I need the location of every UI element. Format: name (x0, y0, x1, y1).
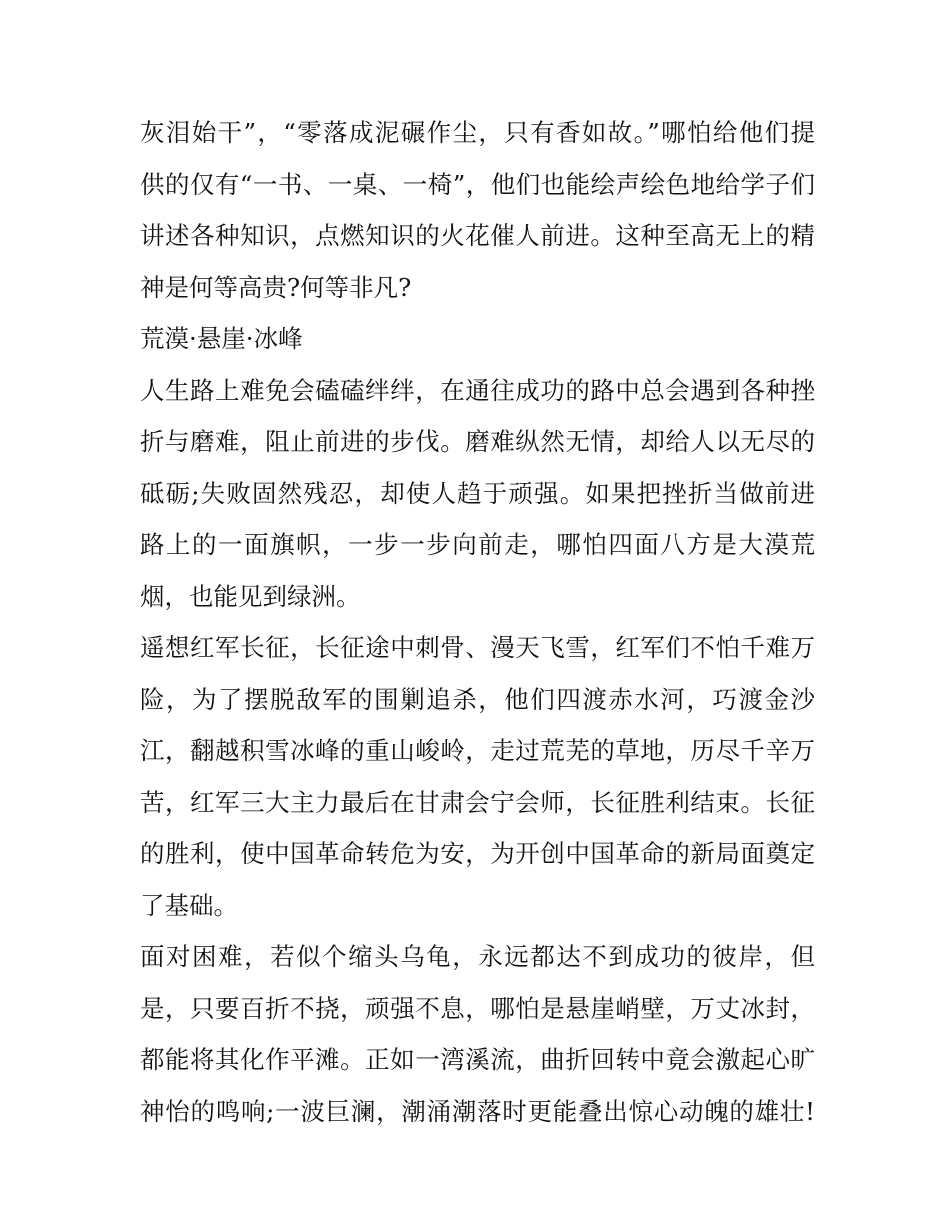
text-line: 江，翻越积雪冰峰的重山峻岭，走过荒芜的草地，历尽千辛万 (140, 736, 815, 765)
text-line: 人生路上难免会磕磕绊绊，在通往成功的路中总会遇到各种挫 (140, 375, 815, 405)
text-line: 讲述各种知识，点燃知识的火花催人前进。这种至高无上的精 (140, 221, 815, 250)
text-line: 了基础。 (140, 890, 238, 920)
text-line: 的胜利，使中国革命转危为安，为开创中国革命的新局面奠定 (140, 839, 815, 868)
text-line: 苦，红军三大主力最后在甘肃会宁会师，长征胜利结束。长征 (140, 787, 815, 817)
paragraph (140, 931, 815, 1137)
paragraph (140, 107, 815, 313)
section-heading (140, 313, 815, 365)
text-line: 砥砺;失败固然残忍，却使人趋于顽强。如果把挫折当做前进 (140, 478, 815, 508)
text-line: 面对困难，若似个缩头乌龟，永远都达不到成功的彼岸，但 (140, 942, 815, 971)
document-body (140, 107, 815, 1137)
paragraph (140, 622, 815, 931)
text-line: 供的仅有“一书、一桌、一椅”，他们也能绘声绘色地给学子们 (140, 169, 815, 199)
text-line: 路上的一面旗帜，一步一步向前走，哪怕四面八方是大漠荒 (140, 530, 815, 559)
text-line: 神怡的鸣响;一波巨澜，潮涌潮落时更能叠出惊心动魄的雄壮! (140, 1096, 815, 1126)
text-line: 烟，也能见到绿洲。 (140, 581, 361, 611)
text-line: 神是何等高贵?何等非凡? (140, 272, 412, 302)
text-line: 都能将其化作平滩。正如一湾溪流，曲折回转中竟会激起心旷 (140, 1045, 815, 1074)
paragraph (140, 365, 815, 623)
heading-text: 荒漠·悬崖·冰峰 (140, 324, 303, 353)
text-line: 遥想红军长征，长征途中刺骨、漫天飞雪，红军们不怕千难万 (140, 633, 815, 662)
text-line: 险，为了摆脱敌军的围剿追杀，他们四渡赤水河，巧渡金沙 (140, 684, 815, 714)
text-line: 是，只要百折不挠，顽强不息，哪怕是悬崖峭壁，万丈冰封， (140, 993, 815, 1023)
text-line: 折与磨难，阻止前进的步伐。磨难纵然无情，却给人以无尽的 (140, 427, 815, 456)
text-line: 灰泪始干”，“零落成泥碾作尘，只有香如故。”哪怕给他们提 (140, 118, 815, 147)
